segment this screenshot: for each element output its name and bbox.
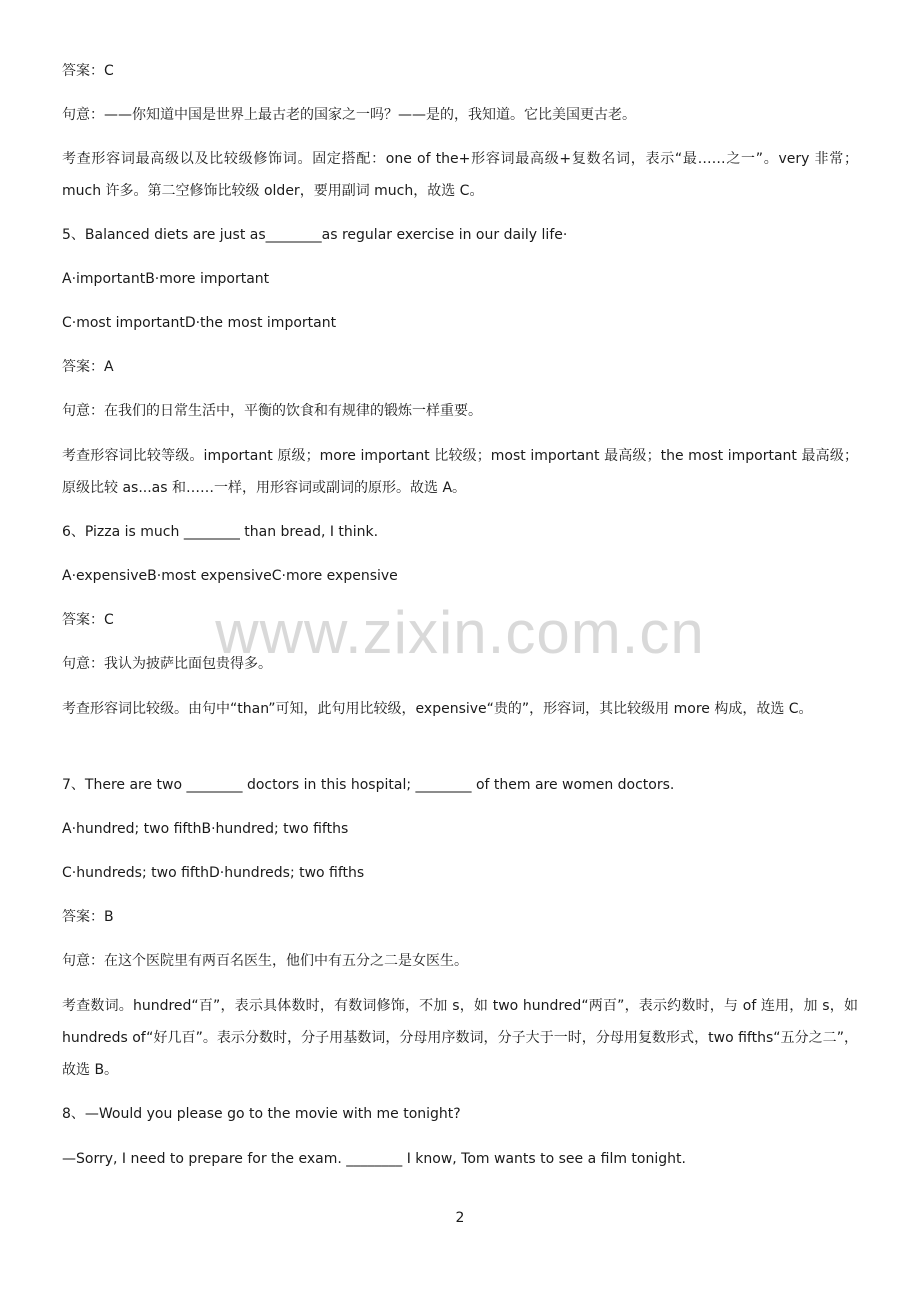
page-number: 2 bbox=[455, 1210, 465, 1226]
meaning-q6: 句意：我认为披萨比面包贵得多。 bbox=[62, 656, 272, 672]
explanation-q4: 考查形容词最高级以及比较级修饰词。固定搭配：one of the+形容词最高级+复数名词，表示“最……之一”。very 非常；much 许多。第二空修饰比较级 older，要用副词 much，故选 C。 bbox=[62, 151, 858, 199]
explanation-q6: 考查形容词比较级。由句中“than”可知，此句用比较级，expensive“贵的”，形容词，其比较级用 more 构成，故选 C。 bbox=[62, 701, 813, 717]
options-q5-ab: A·importantB·more important bbox=[62, 271, 270, 287]
answer-q7: 答案：B bbox=[62, 909, 114, 925]
options-q7-cd: C·hundreds; two fifthD·hundreds; two fifths bbox=[62, 865, 365, 881]
question-6: 6、Pizza is much ________ than bread, I think. bbox=[62, 524, 379, 540]
meaning-q7: 句意：在这个医院里有两百名医生，他们中有五分之二是女医生。 bbox=[62, 953, 468, 969]
question-5: 5、Balanced diets are just as________as regular exercise in our daily life· bbox=[62, 227, 568, 243]
options-q6: A·expensiveB·most expensiveC·more expensive bbox=[62, 568, 398, 584]
meaning-q4: 句意：——你知道中国是世界上最古老的国家之一吗？——是的，我知道。它比美国更古老。 bbox=[62, 107, 636, 123]
options-q7-ab: A·hundred; two fifthB·hundred; two fifths bbox=[62, 821, 349, 837]
options-q5-cd: C·most importantD·the most important bbox=[62, 315, 337, 331]
explanation-q7: 考查数词。hundred“百”，表示具体数时，有数词修饰，不加 s，如 two hundred“两百”，表示约数时，与 of 连用，加 s，如 hundreds of“好几百”。表示分数时，分子用基数词，分母用序数词，分子大于一时，分母用复数形式，two fifths“五分之二”，故选 B。 bbox=[62, 998, 858, 1078]
question-7: 7、There are two ________ doctors in this hospital; ________ of them are women doctors. bbox=[62, 777, 675, 793]
answer-q6: 答案：C bbox=[62, 612, 114, 628]
explanation-q5: 考查形容词比较等级。important 原级；more important 比较级；most important 最高级；the most important 最高级；原级比较 as...as 和……一样，用形容词或副词的原形。故选 A。 bbox=[62, 448, 858, 496]
answer-q4: 答案：C bbox=[62, 63, 114, 79]
question-8-reply: —Sorry, I need to prepare for the exam. ________ I know, Tom wants to see a film tonight. bbox=[62, 1151, 686, 1167]
watermark: www.zixin.com.cn bbox=[215, 599, 705, 666]
question-8: 8、—Would you please go to the movie with me tonight? bbox=[62, 1106, 461, 1122]
answer-q5: 答案：A bbox=[62, 359, 114, 375]
meaning-q5: 句意：在我们的日常生活中，平衡的饮食和有规律的锻炼一样重要。 bbox=[62, 403, 482, 419]
